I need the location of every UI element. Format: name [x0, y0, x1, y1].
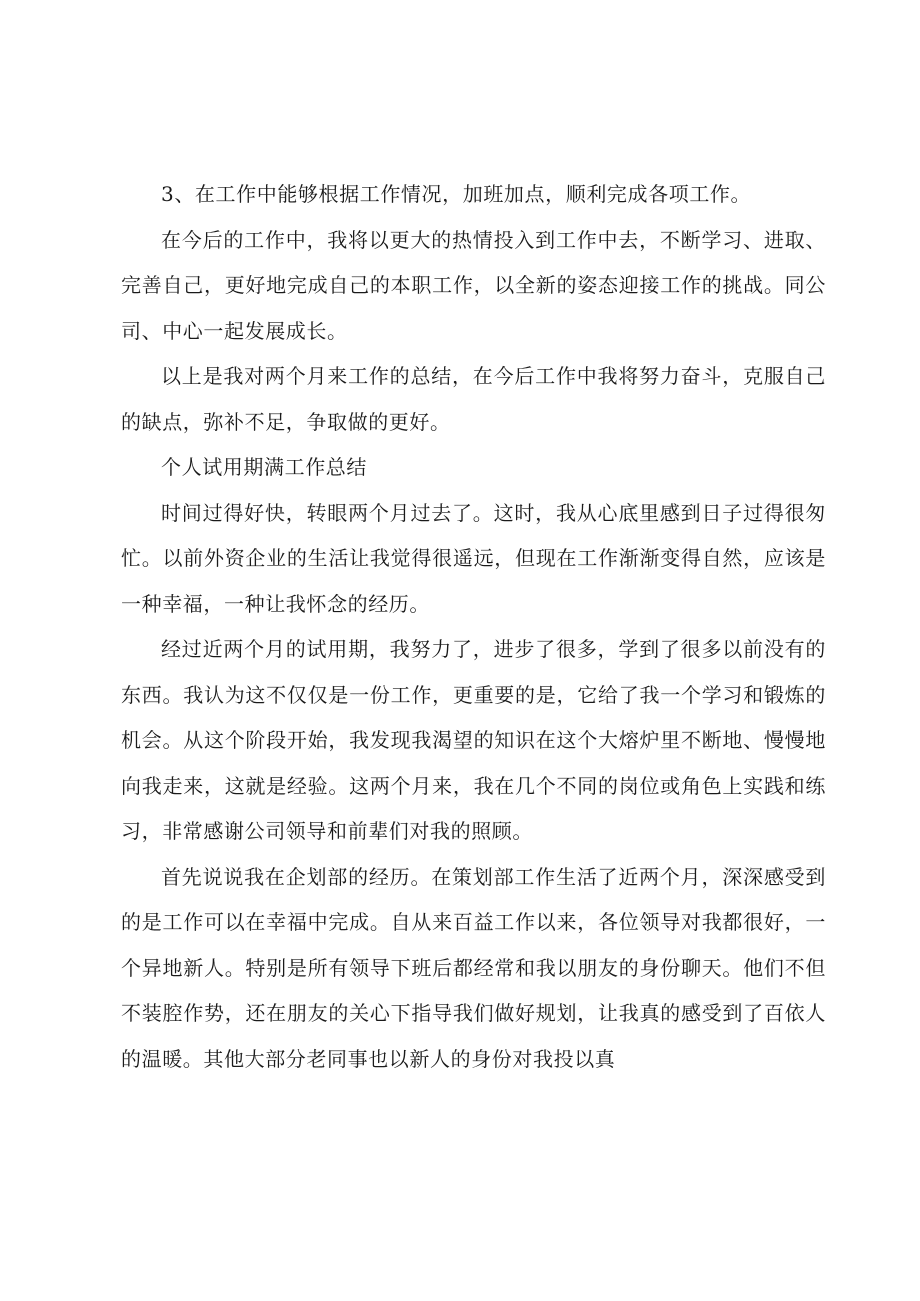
section-title: 个人试用期满工作总结 — [161, 455, 367, 479]
paragraph-probation-progress: 经过近两个月的试用期，我努力了，进步了很多，学到了很多以前没有的东西。我认为这不仅仅是一份工作，更重要的是，它给了我一个学习和锻炼的机会。从这个阶段开始，我发现我渴望的知识在这个大熔炉里不断地、慢慢地向我走来，这就是经验。这两个月来，我在几个不同的岗位或角色上实践和练习，非常感谢公司领导和前辈们对我的照顾。 — [121, 637, 826, 843]
paragraph-planning-department: 首先说说我在企划部的经历。在策划部工作生活了近两个月，深深感受到的是工作可以在幸福中完成。自从来百益工作以来，各位领导对我都很好，一个异地新人。特别是所有领导下班后都经常和我以朋友的身份聊天。他们不但不装腔作势，还在朋友的关心下指导我们做好规划，让我真的感受到了百依人的温暖。其他大部分老同事也以新人的身份对我投以真 — [121, 864, 826, 1071]
paragraph-summary-closing: 以上是我对两个月来工作的总结，在今后工作中我将努力奋斗，克服自己的缺点，弥补不足，争取做的更好。 — [121, 364, 826, 434]
paragraph-time-flies: 时间过得好快，转眼两个月过去了。这时，我从心底里感到日子过得很匆忙。以前外资企业的生活让我觉得很遥远，但现在工作渐渐变得自然，应该是一种幸福，一种让我怀念的经历。 — [121, 500, 826, 616]
paragraph-future-work: 在今后的工作中，我将以更大的热情投入到工作中去，不断学习、进取、完善自己，更好地完成自己的本职工作，以全新的姿态迎接工作的挑战。同公司、中心一起发展成长。 — [121, 227, 826, 343]
paragraph-overtime: 3、在工作中能够根据工作情况，加班加点，顺利完成各项工作。 — [161, 182, 752, 206]
document-body — [121, 172, 826, 1082]
